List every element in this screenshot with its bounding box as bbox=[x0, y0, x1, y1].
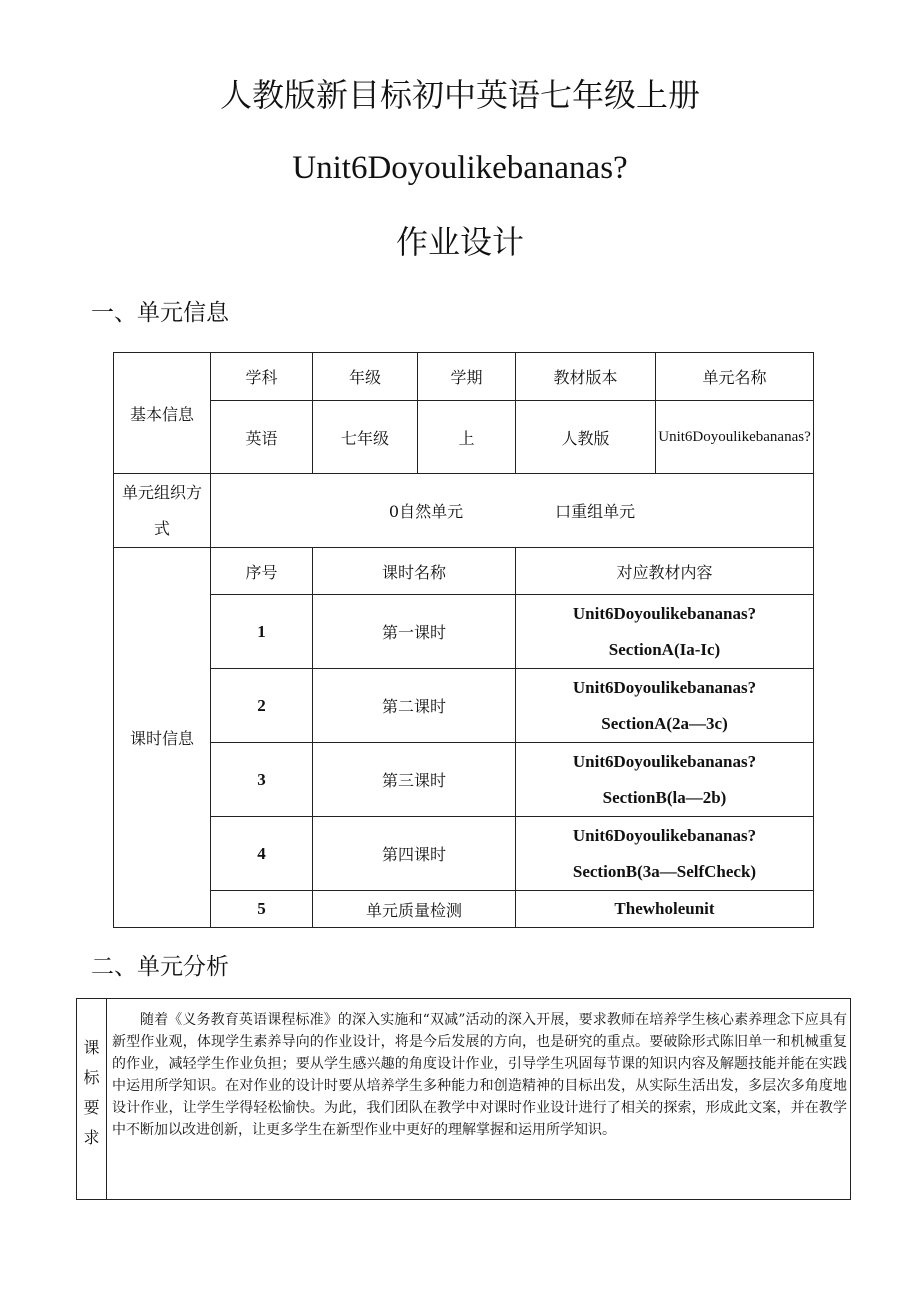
table-row bbox=[114, 743, 814, 817]
lesson-content-unit: Thewholeunit bbox=[614, 899, 715, 918]
basic-info-label: 基本信息 bbox=[114, 353, 211, 474]
lesson-info-label: 课时信息 bbox=[114, 548, 211, 928]
lesson-name: 第四课时 bbox=[313, 817, 516, 891]
label-char: 课 bbox=[83, 1038, 100, 1057]
lesson-number: 3 bbox=[211, 743, 313, 817]
document-title: 人教版新目标初中英语七年级上册 bbox=[219, 76, 700, 114]
lesson-content-unit: Unit6Doyoulikebananas? bbox=[572, 677, 757, 697]
value-textbook-edition: 人教版 bbox=[516, 401, 656, 474]
option-natural-unit: 0自然单元 bbox=[388, 502, 464, 521]
section-heading-unit-analysis: 二、单元分析 bbox=[91, 954, 229, 980]
lesson-content-section: SectionA(2a—3c) bbox=[601, 713, 728, 733]
header-term: 学期 bbox=[418, 353, 516, 401]
lesson-number: 4 bbox=[211, 817, 313, 891]
lesson-name: 第一课时 bbox=[313, 595, 516, 669]
lesson-content bbox=[516, 743, 814, 817]
document-type-heading: 作业设计 bbox=[395, 223, 524, 261]
section-heading-unit-info: 一、单元信息 bbox=[91, 300, 229, 326]
header-subject: 学科 bbox=[211, 353, 313, 401]
label-char: 要 bbox=[83, 1098, 100, 1117]
lesson-content-section: SectionB(3a—SelfCheck) bbox=[572, 861, 757, 881]
table-row bbox=[114, 817, 814, 891]
lesson-content bbox=[516, 595, 814, 669]
header-lesson-name: 课时名称 bbox=[313, 548, 516, 595]
lesson-content-section: SectionA(Ia-Ic) bbox=[608, 639, 721, 659]
header-lesson-number: 序号 bbox=[211, 548, 313, 595]
label-char: 求 bbox=[83, 1128, 100, 1147]
value-subject: 英语 bbox=[211, 401, 313, 474]
value-grade: 七年级 bbox=[313, 401, 418, 474]
curriculum-requirements-table bbox=[76, 998, 851, 1200]
lesson-content-unit: Unit6Doyoulikebananas? bbox=[572, 603, 757, 623]
header-grade: 年级 bbox=[313, 353, 418, 401]
header-unit-name: 单元名称 bbox=[656, 353, 814, 401]
table-row bbox=[114, 891, 814, 928]
lesson-number: 5 bbox=[211, 891, 313, 928]
lesson-content-section: SectionB(la—2b) bbox=[602, 787, 727, 807]
header-textbook-content: 对应教材内容 bbox=[516, 548, 814, 595]
lesson-name: 第三课时 bbox=[313, 743, 516, 817]
value-term: 上 bbox=[418, 401, 516, 474]
curriculum-requirements-text: 随着《义务教育英语课程标准》的深入实施和“双减”活动的深入开展，要求教师在培养学生核心素养理念下应具有新型作业观，体现学生素养导向的作业设计，将是今后发展的方向，也是研究的重点。要破除形式陈旧单一和机械重复的作业，减轻学生作业负担；要从学生感兴趣的角度设计作业，引导学生巩固每节课的知识内容及解题技能并能在实践中运用所学知识。在对作业的设计时要从培养学生多种能力和创造精神的目标出发，从实际生活出发，多层次多角度地设计作业，让学生学得轻松愉快。为此，我们团队在教学中对课时作业设计进行了相关的探索，形成此文案，并在教学中不断加以改进创新，让更多学生在新型作业中更好的理解掌握和运用所学知识。 bbox=[107, 999, 851, 1200]
lesson-number: 2 bbox=[211, 669, 313, 743]
lesson-content-unit: Unit6Doyoulikebananas? bbox=[572, 751, 757, 771]
unit-subtitle: Unit6Doyoulikebananas? bbox=[292, 150, 628, 186]
lesson-number: 1 bbox=[211, 595, 313, 669]
organization-options bbox=[211, 474, 814, 548]
lesson-content bbox=[516, 669, 814, 743]
lesson-name: 单元质量检测 bbox=[313, 891, 516, 928]
organization-label: 单元组织方式 bbox=[114, 474, 211, 548]
lesson-name: 第二课时 bbox=[313, 669, 516, 743]
unit-info-table bbox=[113, 352, 814, 928]
header-textbook-edition: 教材版本 bbox=[516, 353, 656, 401]
table-row bbox=[114, 669, 814, 743]
curriculum-requirements-label bbox=[77, 999, 107, 1200]
lesson-content-unit: Unit6Doyoulikebananas? bbox=[572, 825, 757, 845]
option-regrouped-unit: 口重组单元 bbox=[555, 502, 636, 521]
label-char: 标 bbox=[83, 1068, 100, 1087]
lesson-content bbox=[516, 817, 814, 891]
lesson-content bbox=[516, 891, 814, 928]
value-unit-name: Unit6Doyoulikebananas? bbox=[656, 401, 814, 474]
table-row bbox=[114, 595, 814, 669]
